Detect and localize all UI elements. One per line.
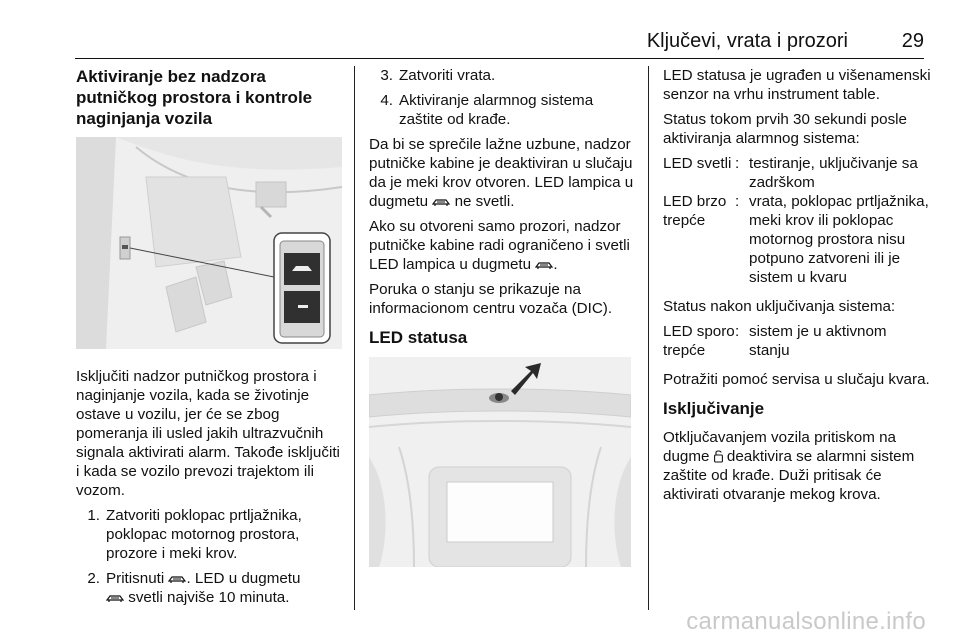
paragraph: Status tokom prvih 30 sekundi posle aktiviranja alarmnog sistema: (663, 111, 907, 147)
text-part: Ako su otvoreni samo prozori, nadzor putničke kabine radi ograničeno i svetli LED lampica u dugmetu (369, 218, 630, 273)
column-1 (76, 66, 342, 613)
step-list (369, 66, 635, 129)
step-text: Zatvoriti poklopac prtljažnika, poklopac motornog prostora, prozore i meki krov. (106, 507, 302, 562)
paragraph (369, 135, 635, 211)
step-text-part: svetli najviše 10 minuta. (124, 589, 290, 606)
instrument-panel-illustration (369, 357, 631, 567)
text-part: . (553, 256, 558, 273)
status-table-initial (663, 154, 931, 287)
step-text: Zatvoriti vrata. (399, 67, 496, 84)
dashboard-button-figure (76, 137, 342, 349)
step-text-part: Pritisnuti (106, 570, 165, 587)
text-part: ne svetli. (450, 193, 515, 210)
list-item (369, 66, 635, 85)
table-key: LED brzo trepće (663, 193, 727, 229)
unlock-icon (714, 449, 723, 463)
led-status-figure (369, 357, 631, 567)
list-item (369, 91, 635, 129)
paragraph (663, 428, 931, 504)
table-row (663, 154, 931, 192)
table-row (663, 322, 931, 360)
table-value: sistem je u aktivnom stanju (749, 323, 887, 359)
paragraph: Isključiti nadzor putničkog prostora i naginjanje vozila, kada se životinje ostave u vozilu, jer će se zbog pomeranja ili usled jakih ultrazvučnih signala aktivirati alarm. Takođe isključiti i kada se vozilo prevozi trajektom ili vozom. (76, 368, 340, 499)
table-row (663, 192, 931, 287)
paragraph: LED statusa je ugrađen u višenamenski senzor na vrhu instrument table. (663, 67, 931, 103)
subheading: LED statusa (369, 328, 468, 347)
page-number: 29 (901, 30, 924, 52)
table-value: testiranje, uključivanje sa zadrškom (749, 155, 918, 191)
header-rule (75, 58, 924, 59)
chapter-title: Ključevi, vrata i prozori (646, 30, 848, 52)
car-monitoring-icon (535, 260, 553, 270)
subheading: Isključivanje (663, 399, 765, 418)
table-key: LED sporo trepće (663, 323, 735, 359)
table-separator: : (735, 323, 740, 340)
status-table-active (663, 322, 931, 360)
column-divider-1 (354, 66, 355, 610)
paragraph: Status nakon uključivanja sistema: (663, 298, 896, 315)
step-number: 1. (87, 507, 100, 524)
interior-illustration (76, 137, 342, 349)
table-separator: : (735, 193, 740, 210)
column-3 (663, 66, 931, 510)
step-number: 3. (380, 67, 393, 84)
page-header (0, 28, 960, 58)
step-number: 4. (380, 92, 393, 109)
car-monitoring-icon (168, 574, 186, 584)
paragraph (369, 217, 635, 274)
table-separator: : (735, 155, 740, 172)
step-text (106, 569, 342, 607)
paragraph: Potražiti pomoć servisa u slučaju kvara. (663, 371, 930, 388)
car-monitoring-icon (432, 197, 450, 207)
text-part: Da bi se sprečile lažne uzbune, nadzor putničke kabine je deaktiviran u slučaju da je meki krov otvoren. LED lampica u dugmetu (369, 136, 634, 210)
list-item (76, 506, 342, 563)
column-divider-2 (648, 66, 649, 610)
watermark: carmanualsonline.info (686, 608, 926, 635)
step-text-part: . LED u dugmetu (186, 570, 301, 587)
column-2 (369, 66, 635, 567)
text-part: deaktivira se alarmni sistem zaštite od krađe. Duži pritisak će aktivirati otvaranje mekog krova. (663, 448, 915, 503)
step-number: 2. (87, 570, 100, 587)
paragraph: Poruka o stanju se prikazuje na informacionom centru vozača (DIC). (369, 281, 613, 317)
car-monitoring-icon (106, 593, 124, 603)
step-text: Aktiviranje alarmnog sistema zaštite od krađe. (399, 92, 594, 128)
table-value: vrata, poklopac prtljažnika, meki krov ili poklopac motornog prostora nisu potpuno zatvoreni ili je sistem u kvaru (749, 193, 929, 286)
table-key: LED svetli (663, 155, 732, 172)
list-item (76, 569, 342, 607)
text-part: Otključavanjem vozila pritiskom na dugme (663, 429, 896, 465)
section-heading: Aktiviranje bez nadzora putničkog prostora i kontrole naginjanja vozila (76, 67, 313, 128)
step-list (76, 506, 342, 607)
